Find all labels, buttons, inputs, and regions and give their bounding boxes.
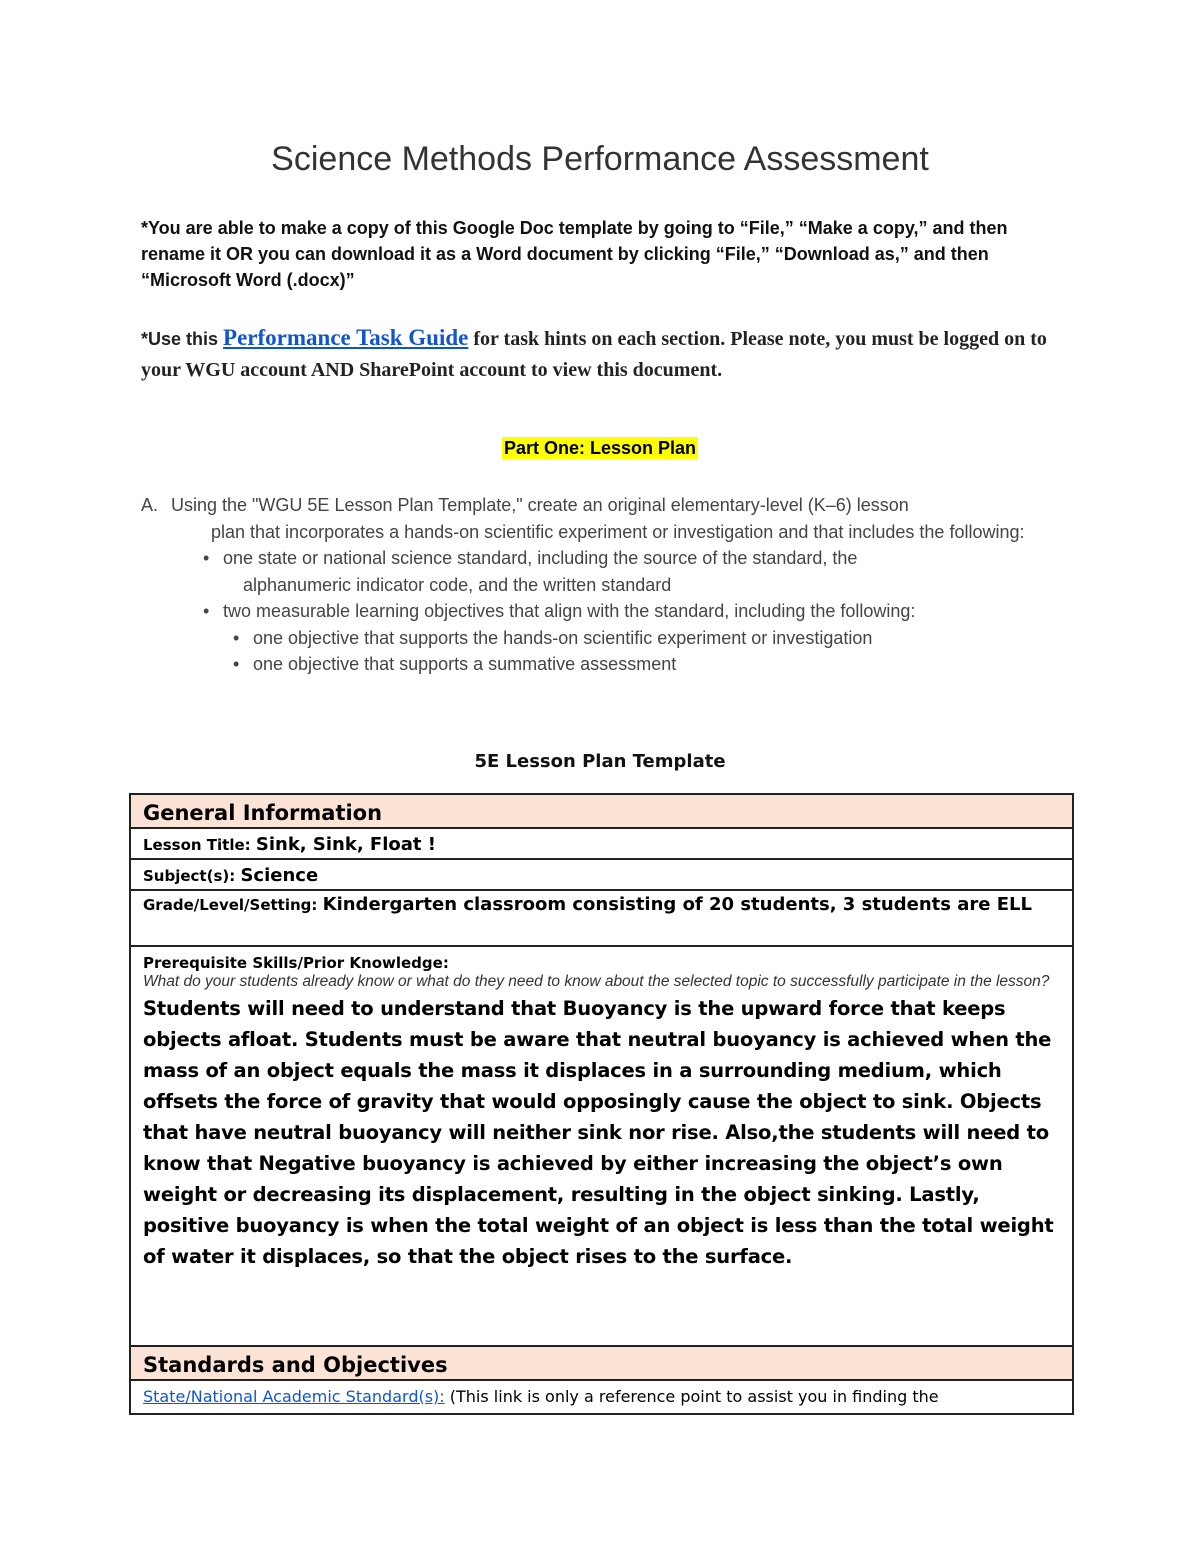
list-item xyxy=(141,545,1061,572)
prerequisite-skills-row xyxy=(131,947,1072,1347)
standards-note: (This link is only a reference point to assist you in finding the xyxy=(444,1387,939,1406)
lesson-title-value: Sink, Sink, Float ! xyxy=(255,834,436,855)
task-description xyxy=(141,492,1061,678)
standards-link[interactable]: State/National Academic Standard(s): xyxy=(143,1387,445,1406)
bullet-icon: • xyxy=(203,601,210,621)
grade-label: Grade/Level/Setting: xyxy=(143,896,323,914)
copy-instructions: *You are able to make a copy of this Google Doc template by going to “File,” “Make a copy,” and then rename it OR you can download it as a Word document by clicking “File,” “Download as,” and then “Microsoft Word (.docx)” xyxy=(141,218,1008,290)
subject-row xyxy=(131,860,1072,891)
sub-list-item xyxy=(141,625,1061,652)
bullet-icon: • xyxy=(203,548,210,568)
bullet-icon: • xyxy=(233,654,240,674)
list-item-continuation: alphanumeric indicator code, and the written standard xyxy=(243,574,672,595)
guide-suffix: for task hints on each section. Please note, you must be logged on to your WGU account AND SharePoint account to view this document. xyxy=(141,328,1047,381)
prerequisite-hint: What do your students already know or what do they need to know about the selected topic to successfully participate in the lesson? xyxy=(143,973,1050,990)
page-title: Science Methods Performance Assessment xyxy=(271,140,929,178)
grade-level-row xyxy=(131,891,1072,947)
guide-prefix: *Use this xyxy=(141,329,224,349)
part-heading-text: Part One: Lesson Plan xyxy=(503,438,697,458)
part-heading xyxy=(0,438,1200,459)
sub-list-item-text: one objective that supports a summative assessment xyxy=(253,654,677,674)
lesson-title-label: Lesson Title: xyxy=(143,836,256,854)
task-continuation: plan that incorporates a hands-on scientific experiment or investigation and that includes the following: xyxy=(211,521,1025,542)
template-title: 5E Lesson Plan Template xyxy=(474,751,726,772)
list-item-text: one state or national science standard, including the source of the standard, the xyxy=(223,548,858,568)
task-first-line-text: Using the "WGU 5E Lesson Plan Template," create an original elementary-level (K–6) lesson xyxy=(171,495,909,515)
list-item xyxy=(141,598,1061,625)
task-letter: A. xyxy=(141,495,159,515)
prerequisite-answer: Students will need to understand that Buoyancy is the upward force that keeps objects afloat. Students must be aware that neutral buoyancy is achieved when the mass of an object equals the mass it displaces in a surrounding medium, which offsets the force of gravity that would opposingly cause the object to sink. Objects that have neutral buoyancy will neither sink nor rise. Also,the students will need to know that Negative buoyancy is achieved by either increasing the object’s own weight or decreasing its displacement, resulting in the object sinking. Lastly, positive buoyancy is when the total weight of an object is less than the total weight of water it displaces, so that the object rises to the surface. xyxy=(143,997,1054,1268)
task-bullets xyxy=(141,545,1061,678)
standards-objectives-header: Standards and Objectives xyxy=(131,1347,1072,1381)
subject-label: Subject(s): xyxy=(143,867,241,885)
lesson-title-row xyxy=(131,829,1072,860)
sub-list-item-text: one objective that supports the hands-on scientific experiment or investigation xyxy=(253,627,873,648)
sub-list-item xyxy=(141,651,1061,678)
standards-row xyxy=(131,1381,1072,1413)
guide-note xyxy=(141,322,1061,386)
general-information-header: General Information xyxy=(131,795,1072,829)
bullet-icon: • xyxy=(233,627,240,648)
performance-task-guide-link[interactable]: Performance Task Guide xyxy=(223,325,469,350)
list-item-text: two measurable learning objectives that align with the standard, including the following: xyxy=(223,601,916,621)
lesson-plan-table xyxy=(129,793,1074,1415)
grade-value: Kindergarten classroom consisting of 20 students, 3 students are ELL xyxy=(322,894,1032,915)
prerequisite-label: Prerequisite Skills/Prior Knowledge: xyxy=(143,954,449,972)
task-first-line xyxy=(141,492,1061,519)
subject-value: Science xyxy=(240,865,319,886)
